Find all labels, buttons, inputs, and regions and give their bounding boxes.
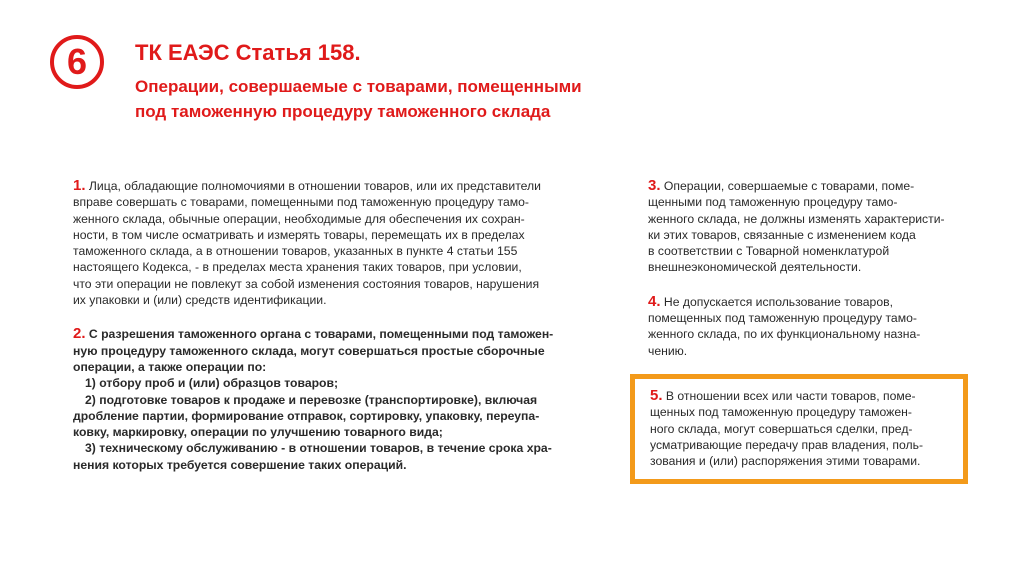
- section-number-badge: [50, 35, 104, 89]
- subtitle-line: Операции, совершаемые с товарами, помещенными: [135, 77, 582, 96]
- list-item-continuation: нения которых требуется совершение таких операций.: [73, 457, 407, 472]
- text-line: Лица, обладающие полномочиями в отношении товаров, или их представители: [88, 179, 541, 193]
- text-line: операции, а также операции по:: [73, 359, 267, 374]
- paragraph-2: [73, 326, 591, 473]
- section-number: 6: [66, 41, 88, 82]
- text-line: женного склада, по их функциональному назна-: [648, 327, 921, 342]
- text-line: таможенного склада, а в отношении товаров, указанных в пункте 4 статьи 155: [73, 244, 518, 259]
- list-item-continuation: ковку, маркировку, операции по улучшению товарного вида;: [73, 425, 443, 440]
- text-line: в соответствии с Товарной номенклатурой: [648, 244, 890, 259]
- paragraph-1: [73, 178, 591, 308]
- subtitle-line: под таможенную процедуру таможенного склада: [135, 102, 551, 121]
- page-title: ТК ЕАЭС Статья 158.: [135, 40, 361, 65]
- paragraph-4: [648, 294, 963, 359]
- paragraph-number: 2.: [73, 325, 86, 343]
- left-column: [73, 178, 591, 473]
- slide-header: [135, 40, 695, 124]
- paragraph-number: 3.: [648, 177, 661, 194]
- list-item-continuation: дробление партии, формирование отправок, сортировку, упаковку, переупа-: [73, 408, 540, 423]
- text-line: ки этих товаров, связанные с изменением кода: [648, 227, 916, 242]
- right-column: [648, 178, 963, 359]
- paragraph-number: 1.: [73, 177, 86, 194]
- text-line: вправе совершать с товарами, помещенными под таможенную процедуру тамо-: [73, 195, 529, 210]
- text-line: ную процедуру таможенного склада, могут совершаться простые сборочные: [73, 343, 545, 358]
- list-item: 1) отбору проб и (или) образцов товаров;: [85, 376, 339, 391]
- paragraph-3: [648, 178, 963, 276]
- text-line: что эти операции не повлекут за собой изменения состояния товаров, нарушения: [73, 276, 540, 291]
- page-subtitle: [135, 74, 695, 124]
- text-line: внешнеэкономической деятельности.: [648, 260, 862, 275]
- paragraph-number: 4.: [648, 292, 661, 310]
- paragraph-5: [650, 388, 950, 469]
- list-item: 3) техническому обслуживанию - в отношении товаров, в течение срока хра-: [85, 441, 552, 456]
- text-line: помещенных под таможенную процедуру тамо-: [648, 311, 917, 326]
- text-line: усматривающие передачу прав владения, поль-: [650, 437, 924, 452]
- text-line: их упаковки и (или) средств идентификации.: [73, 293, 327, 308]
- text-line: зования и (или) распоряжения этими товарами.: [650, 454, 921, 469]
- text-line: Операции, совершаемые с товарами, поме-: [663, 179, 915, 193]
- text-line: женного склада, обычные операции, необходимые для обеспечения их сохран-: [73, 211, 525, 226]
- text-line: щенными под таможенную процедуру тамо-: [648, 195, 898, 210]
- text-line: чению.: [648, 343, 688, 358]
- text-line: В отношении всех или части товаров, поме-: [665, 389, 916, 403]
- text-line: ности, в том числе осматривать и измерять товары, перемещать их в пределах: [73, 227, 525, 242]
- text-line: женного склада, не должны изменять характеристи-: [648, 211, 945, 226]
- text-line: щенных под таможенную процедуру таможен-: [650, 405, 912, 420]
- text-line: Не допускается использование товаров,: [663, 294, 893, 309]
- list-item: 2) подготовке товаров к продаже и перевозке (транспортировке), включая: [85, 392, 538, 407]
- paragraph-number: 5.: [650, 387, 663, 404]
- text-line: настоящего Кодекса, - в пределах места хранения таких товаров, при условии,: [73, 260, 522, 275]
- text-line: ного склада, могут совершаться сделки, пред-: [650, 421, 913, 436]
- text-line: С разрешения таможенного органа с товарами, помещенными под таможен-: [88, 327, 554, 342]
